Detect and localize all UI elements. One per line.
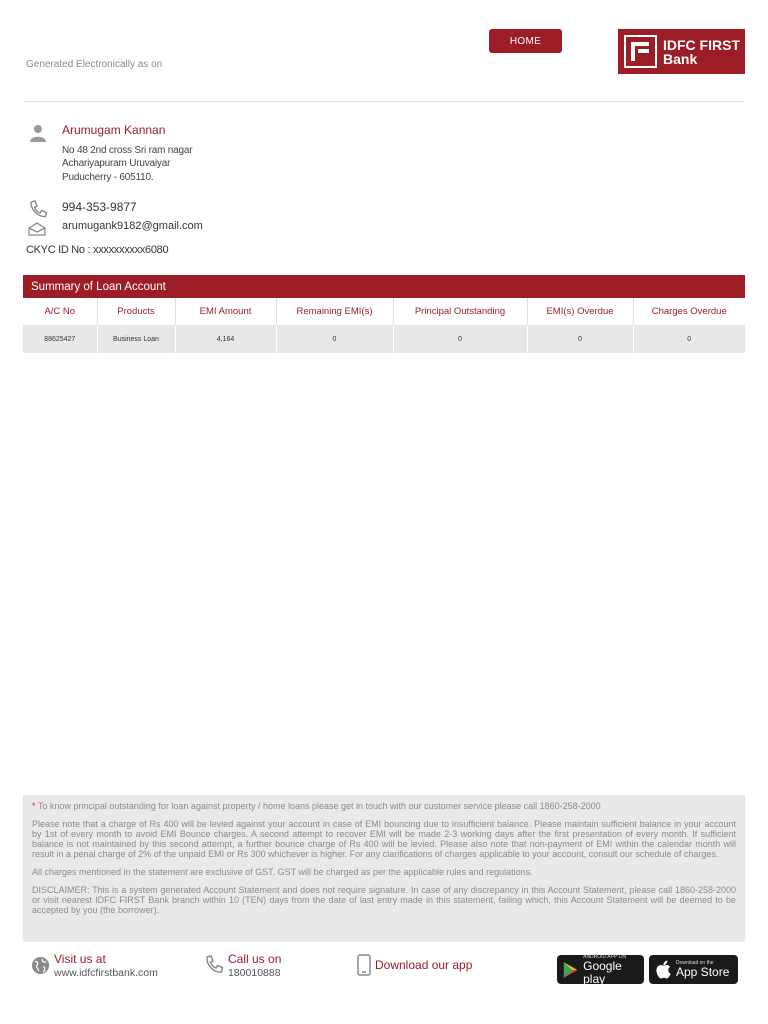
visit-us[interactable] bbox=[54, 952, 158, 979]
mail-icon bbox=[28, 222, 46, 236]
header-divider bbox=[24, 101, 745, 102]
asterisk: * bbox=[32, 801, 38, 811]
col-emis-overdue: EMI(s) Overdue bbox=[527, 298, 633, 325]
cell-principal-outstanding: 0 bbox=[393, 325, 527, 353]
call-title: Call us on bbox=[228, 952, 282, 966]
cell-emis-overdue: 0 bbox=[527, 325, 633, 353]
phone-icon bbox=[204, 955, 224, 975]
app-store-big: App Store bbox=[676, 965, 730, 979]
cell-emi-amount: 4,164 bbox=[175, 325, 276, 353]
note-principal: * To know principal outstanding for loan against property / home loans please get in touch with our customer service please call 1860-258-2000 bbox=[32, 801, 601, 811]
loan-summary bbox=[23, 275, 745, 353]
customer-email: arumugank9182@gmail.com bbox=[62, 220, 203, 232]
visit-title: Visit us at bbox=[54, 952, 106, 966]
col-products: Products bbox=[97, 298, 175, 325]
person-icon bbox=[29, 124, 47, 142]
google-play-icon bbox=[562, 961, 579, 979]
generated-text: Generated Electronically as on bbox=[26, 59, 163, 70]
notes-panel bbox=[23, 795, 745, 942]
globe-icon bbox=[31, 956, 50, 975]
app-store-small: Download on the bbox=[676, 960, 714, 966]
address-line2: Achariyapuram Uruvaiyar bbox=[62, 158, 171, 169]
table-header-row bbox=[23, 298, 745, 325]
download-app-label: Download our app bbox=[375, 958, 473, 972]
customer-phone: 994-353-9877 bbox=[62, 200, 137, 214]
col-remaining-emis: Remaining EMI(s) bbox=[276, 298, 393, 325]
table-row bbox=[23, 325, 745, 353]
visit-url[interactable]: www.idfcfirstbank.com bbox=[54, 967, 158, 979]
logo-line1: IDFC FIRST bbox=[663, 36, 740, 53]
apple-icon bbox=[655, 960, 671, 979]
note-gst: All charges mentioned in the statement are exclusive of GST. GST will be charged as per the applicable rules and regulations. bbox=[32, 867, 533, 877]
cell-ac-no: 88625427 bbox=[23, 325, 97, 353]
note-charges: Please note that a charge of Rs 400 will be levied against your account in case of EMI bouncing due to insufficient balance. Please maintain sufficient balance in your account by 1st of every month to avoid EMI Bounce charges. A second attempt to recover EMI will be made 2-3 working days after the first presentation of every month. If sufficient balance is not maintained by this second attempt, a further bounce charge of Rs 400 will be levied. Please also note that non-payment of EMI within the calendar month will result in a penal charge of 2% of the unpaid EMI or Rs 300 whichever is higher. For any clarifications of charges applicable to your account, consult our schedule of charges. bbox=[32, 819, 736, 859]
mobile-icon bbox=[357, 954, 371, 976]
home-button[interactable]: HOME bbox=[489, 29, 562, 53]
customer-name: Arumugam Kannan bbox=[62, 123, 166, 137]
page-header bbox=[0, 0, 768, 102]
page-footer bbox=[23, 950, 745, 990]
phone-icon bbox=[28, 200, 48, 218]
cell-remaining-emis: 0 bbox=[276, 325, 393, 353]
download-app[interactable] bbox=[375, 958, 472, 972]
summary-title: Summary of Loan Account bbox=[23, 275, 745, 298]
google-play-small: ANDROID APP ON bbox=[583, 953, 627, 960]
bank-logo-icon bbox=[624, 35, 657, 68]
idfc-first-bank-logo bbox=[618, 29, 745, 74]
col-ac-no: A/C No bbox=[23, 298, 97, 325]
cell-products: Business Loan bbox=[97, 325, 175, 353]
cell-charges-overdue: 0 bbox=[633, 325, 745, 353]
col-charges-overdue: Charges Overdue bbox=[633, 298, 745, 325]
col-emi-amount: EMI Amount bbox=[175, 298, 276, 325]
google-play-button[interactable] bbox=[557, 955, 644, 984]
google-play-big: Google play bbox=[583, 958, 622, 986]
address-line3: Puducherry - 605110. bbox=[62, 172, 154, 183]
logo-text bbox=[663, 38, 740, 66]
call-us[interactable] bbox=[228, 952, 281, 979]
call-number[interactable]: 180010888 bbox=[228, 967, 281, 979]
app-store-button[interactable] bbox=[649, 955, 738, 984]
col-principal-outstanding: Principal Outstanding bbox=[393, 298, 527, 325]
note-disclaimer: DISCLAIMER: This is a system generated Account Statement and does not require signature. In case of any discrepancy in this Account Statement, please call 1860-258-2000 or visit nearest IDFC FIRST Bank branch within 10 (TEN) days from the date of last entry made in this statement, failing which, this Account Statement will be deemed to be accepted by you (the borrower). bbox=[32, 885, 736, 915]
address-line1: No 48 2nd cross Sri ram nagar bbox=[62, 145, 193, 156]
loan-summary-table bbox=[23, 298, 745, 353]
ckyc-id: CKYC ID No : xxxxxxxxxx6080 bbox=[26, 244, 169, 256]
logo-line2: Bank bbox=[663, 50, 698, 67]
